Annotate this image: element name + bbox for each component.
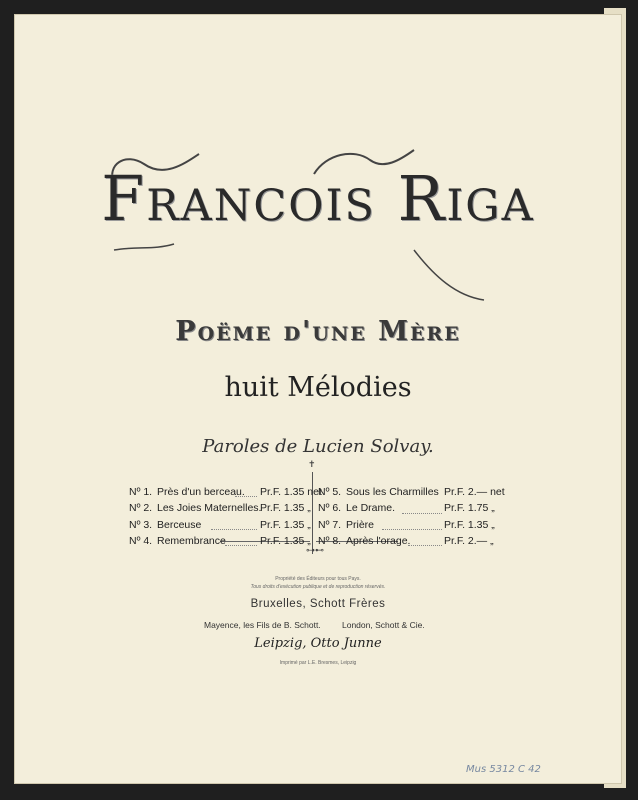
song-title: Près d'un berceau. xyxy=(157,486,245,498)
song-number: Nº 2. xyxy=(129,502,153,514)
song-price: Pr.F. 1.35 „ xyxy=(444,519,495,531)
song-price: Pr.F. 1.35 „ xyxy=(260,519,311,531)
work-subtitle: huit Mélodies xyxy=(224,372,412,403)
leader-dots xyxy=(382,529,442,530)
song-item xyxy=(129,486,322,502)
printer-note: Imprimé par L.E. Bresmes, Leipzig xyxy=(279,660,357,666)
song-item xyxy=(129,502,309,518)
song-item xyxy=(318,519,498,535)
rights-reserved: Tous droits d'exécution publique et de reproduction réservés. xyxy=(250,584,386,590)
composer-name: Francois Riga xyxy=(101,162,535,235)
leader-dots xyxy=(402,513,442,514)
song-title: Prière xyxy=(346,519,375,531)
song-title: Berceuse xyxy=(157,519,202,531)
song-number: Nº 6. xyxy=(318,502,342,514)
branch-london: London, Schott & Cie. xyxy=(342,620,425,630)
song-number: Nº 3. xyxy=(129,519,153,531)
ornament-bottom: ⊶⊷ xyxy=(306,546,324,556)
leader-dots xyxy=(211,529,257,530)
song-title: Sous les Charmilles xyxy=(346,486,439,498)
leader-dots xyxy=(235,496,257,497)
library-shelfmark: Mus 5312 C 42 xyxy=(466,764,541,775)
rights-notice: Propriété des Éditeurs pour tous Pays. xyxy=(275,576,361,582)
song-number: Nº 5. xyxy=(318,486,342,498)
song-price: Pr.F. 2.— „ xyxy=(444,535,494,547)
song-list-right xyxy=(318,486,505,556)
sheet-music-cover xyxy=(14,14,622,784)
song-number: Nº 1. xyxy=(129,486,153,498)
song-item xyxy=(129,535,309,551)
song-price: Pr.F. 1.75 „ xyxy=(444,502,495,514)
ornament-top: ✝ xyxy=(308,460,316,470)
song-title: Après l'orage. xyxy=(346,535,411,547)
song-number: Nº 8. xyxy=(318,535,342,547)
song-price: Pr.F. 1.35 „ xyxy=(260,535,311,547)
lyricist-credit: Paroles de Lucien Solvay. xyxy=(202,436,434,457)
song-number: Nº 7. xyxy=(318,519,342,531)
song-item xyxy=(318,486,505,502)
song-price: Pr.F. 1.35 „ xyxy=(260,502,311,514)
song-title: Les Joies Maternelles. xyxy=(157,502,262,514)
song-price: Pr.F. 2.— net xyxy=(444,486,505,498)
work-title: Poëme d'une Mère xyxy=(175,316,461,347)
song-title: Remembrance xyxy=(157,535,226,547)
song-item xyxy=(129,519,309,535)
song-item xyxy=(318,535,498,551)
song-number: Nº 4. xyxy=(129,535,153,547)
song-list-left xyxy=(129,486,322,556)
publisher-name: Bruxelles, Schott Frères xyxy=(250,598,386,610)
song-price: Pr.F. 1.35 net xyxy=(260,486,322,498)
song-title: Le Drame. xyxy=(346,502,396,514)
leipzig-agent: Leipzig, Otto Junne xyxy=(254,636,382,651)
leader-dots xyxy=(225,545,257,546)
leader-dots xyxy=(408,545,442,546)
branch-mainz: Mayence, les Fils de B. Schott. xyxy=(204,620,321,630)
column-divider xyxy=(312,472,313,554)
song-item xyxy=(318,502,498,518)
